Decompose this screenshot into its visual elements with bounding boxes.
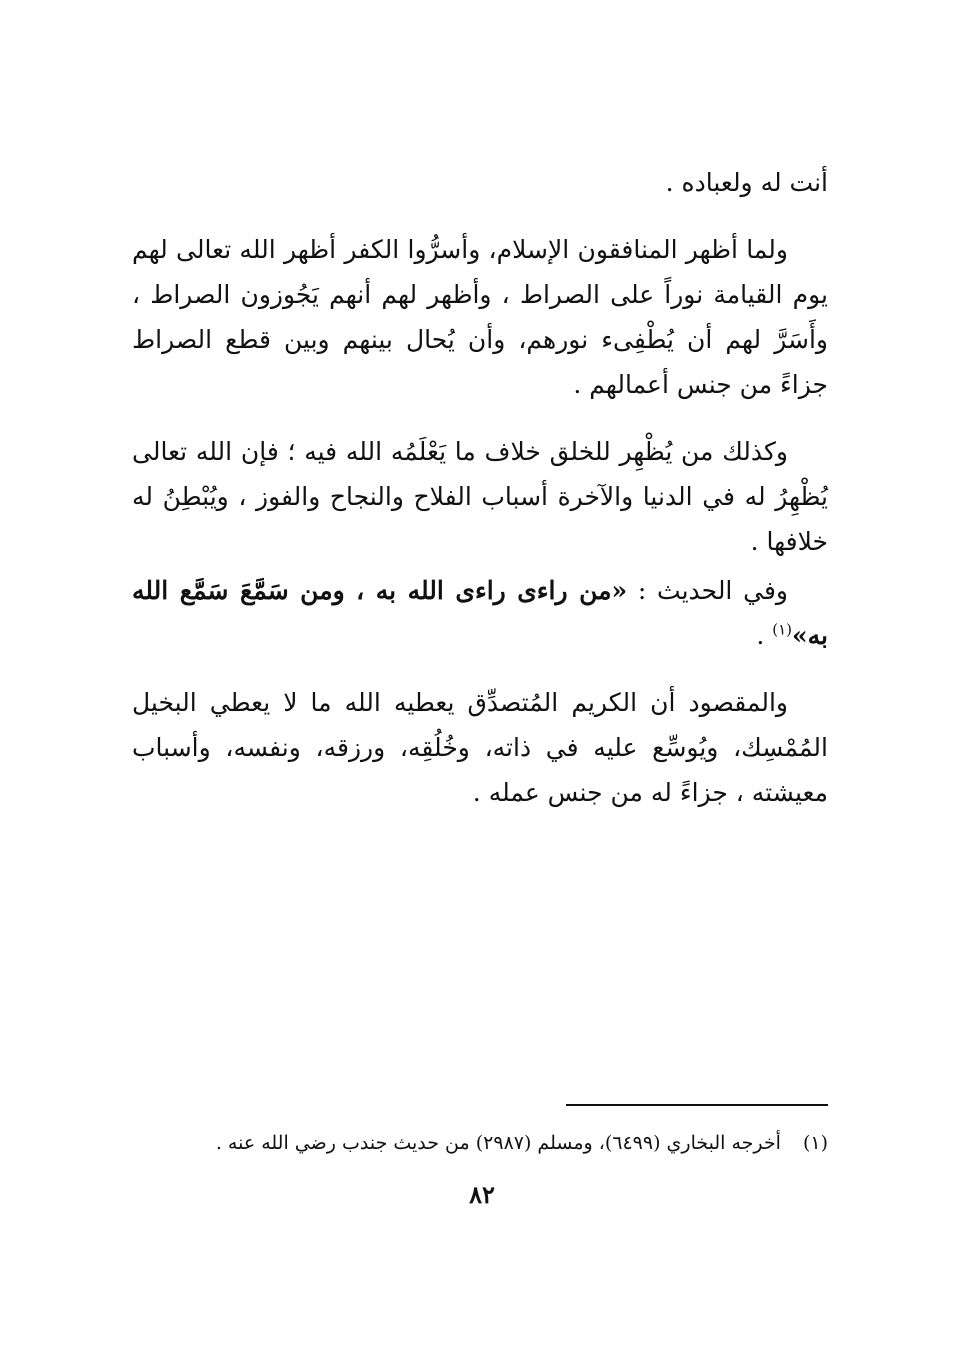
paragraph-1: أنت له ولعباده .	[665, 168, 828, 197]
footnote	[128, 1128, 828, 1158]
page-number: ٨٢	[469, 1180, 495, 1209]
hadith-intro: وفي الحديث :	[627, 576, 788, 605]
footnote-text: أخرجه البخاري (٦٤٩٩)، ومسلم (٢٩٨٧) من حديث جندب رضي الله عنه .	[215, 1132, 781, 1154]
paragraph-3: وكذلك من يُظْهِر للخلق خلاف ما يَعْلَمُه الله فيه ؛ فإن الله تعالى يُظْهِرُ له في الدنيا والآخرة أسباب الفلاح والنجاح والفوز ، ويُبْطِنُ له خلافها .	[132, 437, 828, 556]
footnote-reference: (١)	[772, 620, 792, 639]
paragraph-5: والمقصود أن الكريم المُتصدِّق يعطيه الله ما لا يعطي البخيل المُمْسِك، ويُوسِّع عليه في ذاته، وخُلُقِه، ورزقه، ونفسه، وأسباب معيشته ، جزاءً له من جنس عمله .	[132, 688, 828, 807]
hadith-quote: «من راءى راءى الله به ، ومن سَمَّعَ سَمَّع الله به»	[132, 576, 828, 650]
paragraph-2: ولما أظهر المنافقون الإسلام، وأسرُّوا الكفر أظهر الله تعالى لهم يوم القيامة نوراً على الصراط ، وأظهر لهم أنهم يَجُوزون الصراط ، وأَسَرَّ لهم أن يُطْفِىء نورهم، وأن يُحال بينهم وبين قطع الصراط جزاءً من جنس أعمالهم .	[132, 235, 828, 399]
page-body	[132, 160, 828, 837]
paragraph-4-hadith	[132, 568, 828, 658]
hadith-end: .	[756, 621, 773, 650]
footnote-divider	[566, 1104, 828, 1106]
footnote-number: (١)	[802, 1132, 828, 1154]
